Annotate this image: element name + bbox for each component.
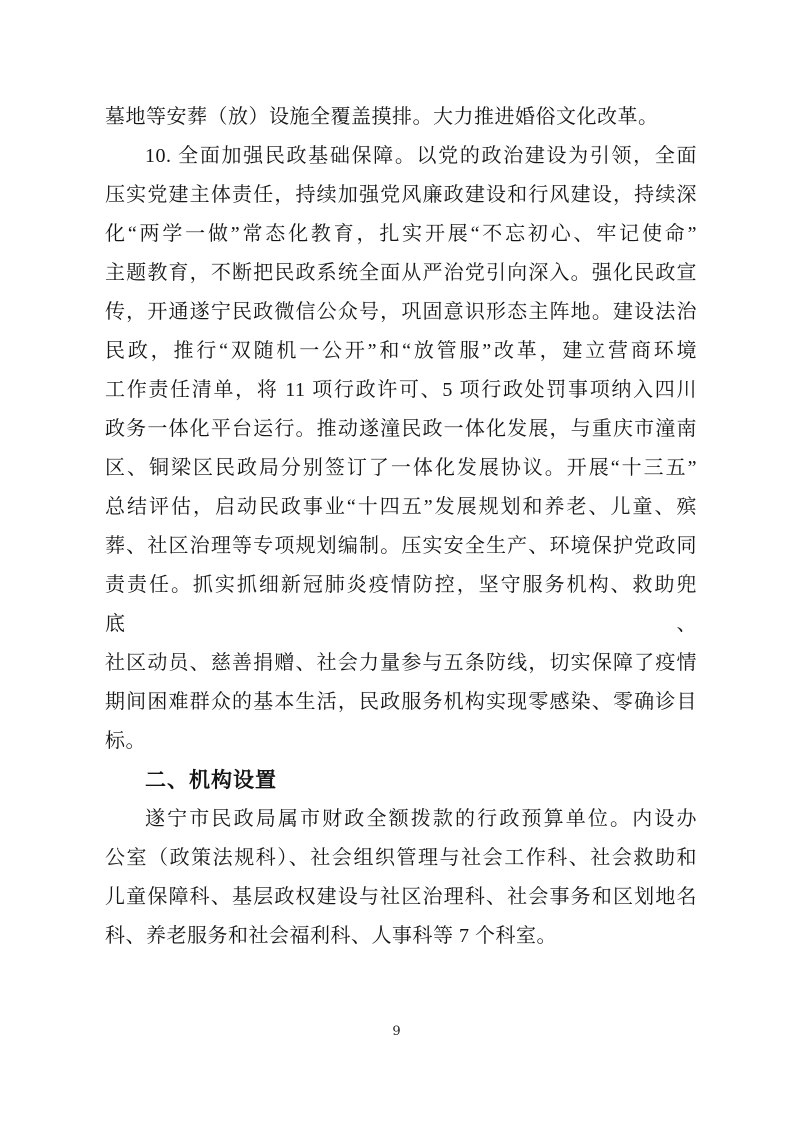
text-line: 主题教育，不断把民政系统全面从严治党引向深入。强化民政宣 bbox=[105, 262, 697, 284]
text-line: 儿童保障科、基层政权建设与社区治理科、社会事务和区划地名 bbox=[105, 886, 697, 908]
text-line: 区、铜梁区民政局分别签订了一体化发展协议。开展“十三五” bbox=[105, 457, 697, 479]
text-line: 遂宁市民政局属市财政全额拨款的行政预算单位。内设办 bbox=[145, 808, 697, 830]
section-heading-2 bbox=[105, 761, 697, 800]
text-line: 工作责任清单，将 11 项行政许可、5 项行政处罚事项纳入四川 bbox=[105, 379, 697, 401]
text-line: 公室（政策法规科）、社会组织管理与社会工作科、社会救助和 bbox=[105, 847, 697, 869]
section-heading-text: 二、机构设置 bbox=[145, 769, 277, 792]
text-line: 压实党建主体责任，持续加强党风廉政建设和行风建设，持续深 bbox=[105, 184, 697, 206]
text-line: 传，开通遂宁民政微信公众号，巩固意识形态主阵地。建设法治 bbox=[105, 301, 697, 323]
text-line: 责责任。抓实抓细新冠肺炎疫情防控，坚守服务机构、救助兜底、 bbox=[105, 574, 697, 635]
paragraph-item-10 bbox=[105, 137, 697, 761]
text-line: 社区动员、慈善捐赠、社会力量参与五条防线，切实保障了疫情 bbox=[105, 652, 697, 674]
text-line: 政务一体化平台运行。推动遂潼民政一体化发展，与重庆市潼南 bbox=[105, 418, 697, 440]
text-line: 墓地等安葬（放）设施全覆盖摸排。大力推进婚俗文化改革。 bbox=[105, 106, 659, 128]
document-body bbox=[105, 98, 697, 956]
paragraph-organization bbox=[105, 800, 697, 956]
text-line: 民政，推行“双随机一公开”和“放管服”改革，建立营商环境 bbox=[105, 340, 697, 362]
text-line: 葬、社区治理等专项规划编制。压实安全生产、环境保护党政同 bbox=[105, 535, 697, 557]
page-number: 9 bbox=[392, 1024, 401, 1039]
text-line: 总结评估，启动民政事业“十四五”发展规划和养老、儿童、殡 bbox=[105, 496, 697, 518]
text-line: 期间困难群众的基本生活，民政服务机构实现零感染、零确诊目 bbox=[105, 691, 697, 713]
paragraph-continuation bbox=[105, 98, 697, 137]
page-footer bbox=[0, 1022, 793, 1042]
text-line: 标。 bbox=[105, 730, 146, 752]
text-line: 10. 全面加强民政基础保障。以党的政治建设为引领，全面 bbox=[145, 145, 697, 167]
text-line: 科、养老服务和社会福利科、人事科等 7 个科室。 bbox=[105, 925, 557, 947]
text-line: 化“两学一做”常态化教育，扎实开展“不忘初心、牢记使命” bbox=[105, 223, 697, 245]
